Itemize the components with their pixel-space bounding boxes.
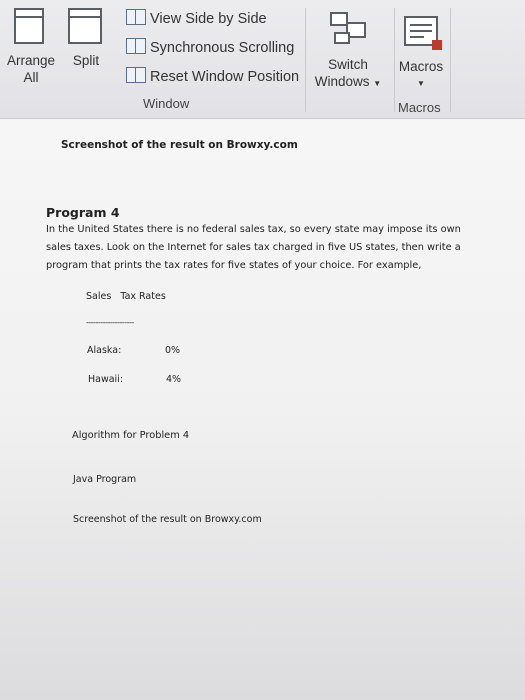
- macros-dropdown-icon: ▼: [417, 79, 425, 88]
- split-label: Split: [72, 53, 100, 68]
- macros-icon[interactable]: [404, 16, 438, 46]
- split-button[interactable]: [64, 52, 108, 69]
- group-label-window: Window: [143, 96, 190, 111]
- arrange-all-icon[interactable]: [14, 8, 44, 44]
- switch-windows-label-2: [306, 73, 390, 92]
- arrange-all-label-1: Arrange: [6, 53, 56, 68]
- row-rate-hawaii: 4%: [166, 374, 182, 385]
- synchronous-scrolling-button[interactable]: [126, 37, 294, 59]
- arrange-all-label-2: All: [23, 70, 39, 85]
- screenshot-heading-bottom: Screenshot of the result on Browxy.com: [73, 514, 262, 525]
- table-divider: --------------------: [86, 318, 134, 327]
- dropdown-arrow-icon: ▼: [373, 79, 382, 88]
- synchronous-scrolling-label: Synchronous Scrolling: [150, 40, 295, 56]
- algorithm-heading: Algorithm for Problem 4: [72, 430, 190, 441]
- row-state-hawaii: Hawaii:: [88, 374, 124, 385]
- sync-scroll-icon: [126, 38, 146, 54]
- switch-windows-icon[interactable]: [330, 12, 366, 46]
- screenshot-heading-top: Screenshot of the result on Browxy.com: [61, 139, 298, 151]
- paragraph-line-1: In the United States there is no federal sales tax, so every state may impose its own: [46, 224, 461, 235]
- paragraph-line-2: sales taxes. Look on the Internet for sales tax charged in five US states, then write a: [46, 242, 461, 253]
- side-by-side-icon: [126, 9, 146, 25]
- java-program-heading: Java Program: [73, 474, 137, 485]
- switch-windows-button[interactable]: [306, 56, 390, 92]
- group-label-macros: Macros: [398, 100, 441, 115]
- group-separator-3: [450, 8, 451, 112]
- program-title: Program 4: [46, 205, 120, 220]
- row-rate-alaska: 0%: [165, 345, 181, 356]
- row-state-alaska: Alaska:: [87, 345, 122, 356]
- view-side-by-side-button[interactable]: [126, 8, 267, 30]
- paragraph-line-3: program that prints the tax rates for five states of your choice. For example,: [46, 260, 422, 271]
- macros-button[interactable]: [394, 58, 448, 92]
- table-header: Sales Tax Rates: [86, 291, 166, 302]
- reset-window-position-label: Reset Window Position: [150, 69, 300, 85]
- switch-windows-label-1: Switch: [328, 57, 368, 72]
- arrange-all-button[interactable]: [0, 52, 62, 86]
- split-icon[interactable]: [68, 8, 102, 44]
- ribbon: [0, 0, 525, 119]
- switch-windows-label-2-text: Windows: [314, 74, 370, 89]
- view-side-by-side-label: View Side by Side: [150, 11, 267, 27]
- document-page: [0, 119, 525, 700]
- macros-label: Macros: [398, 59, 444, 74]
- reset-window-position-button[interactable]: [126, 66, 299, 88]
- reset-window-icon: [126, 67, 146, 83]
